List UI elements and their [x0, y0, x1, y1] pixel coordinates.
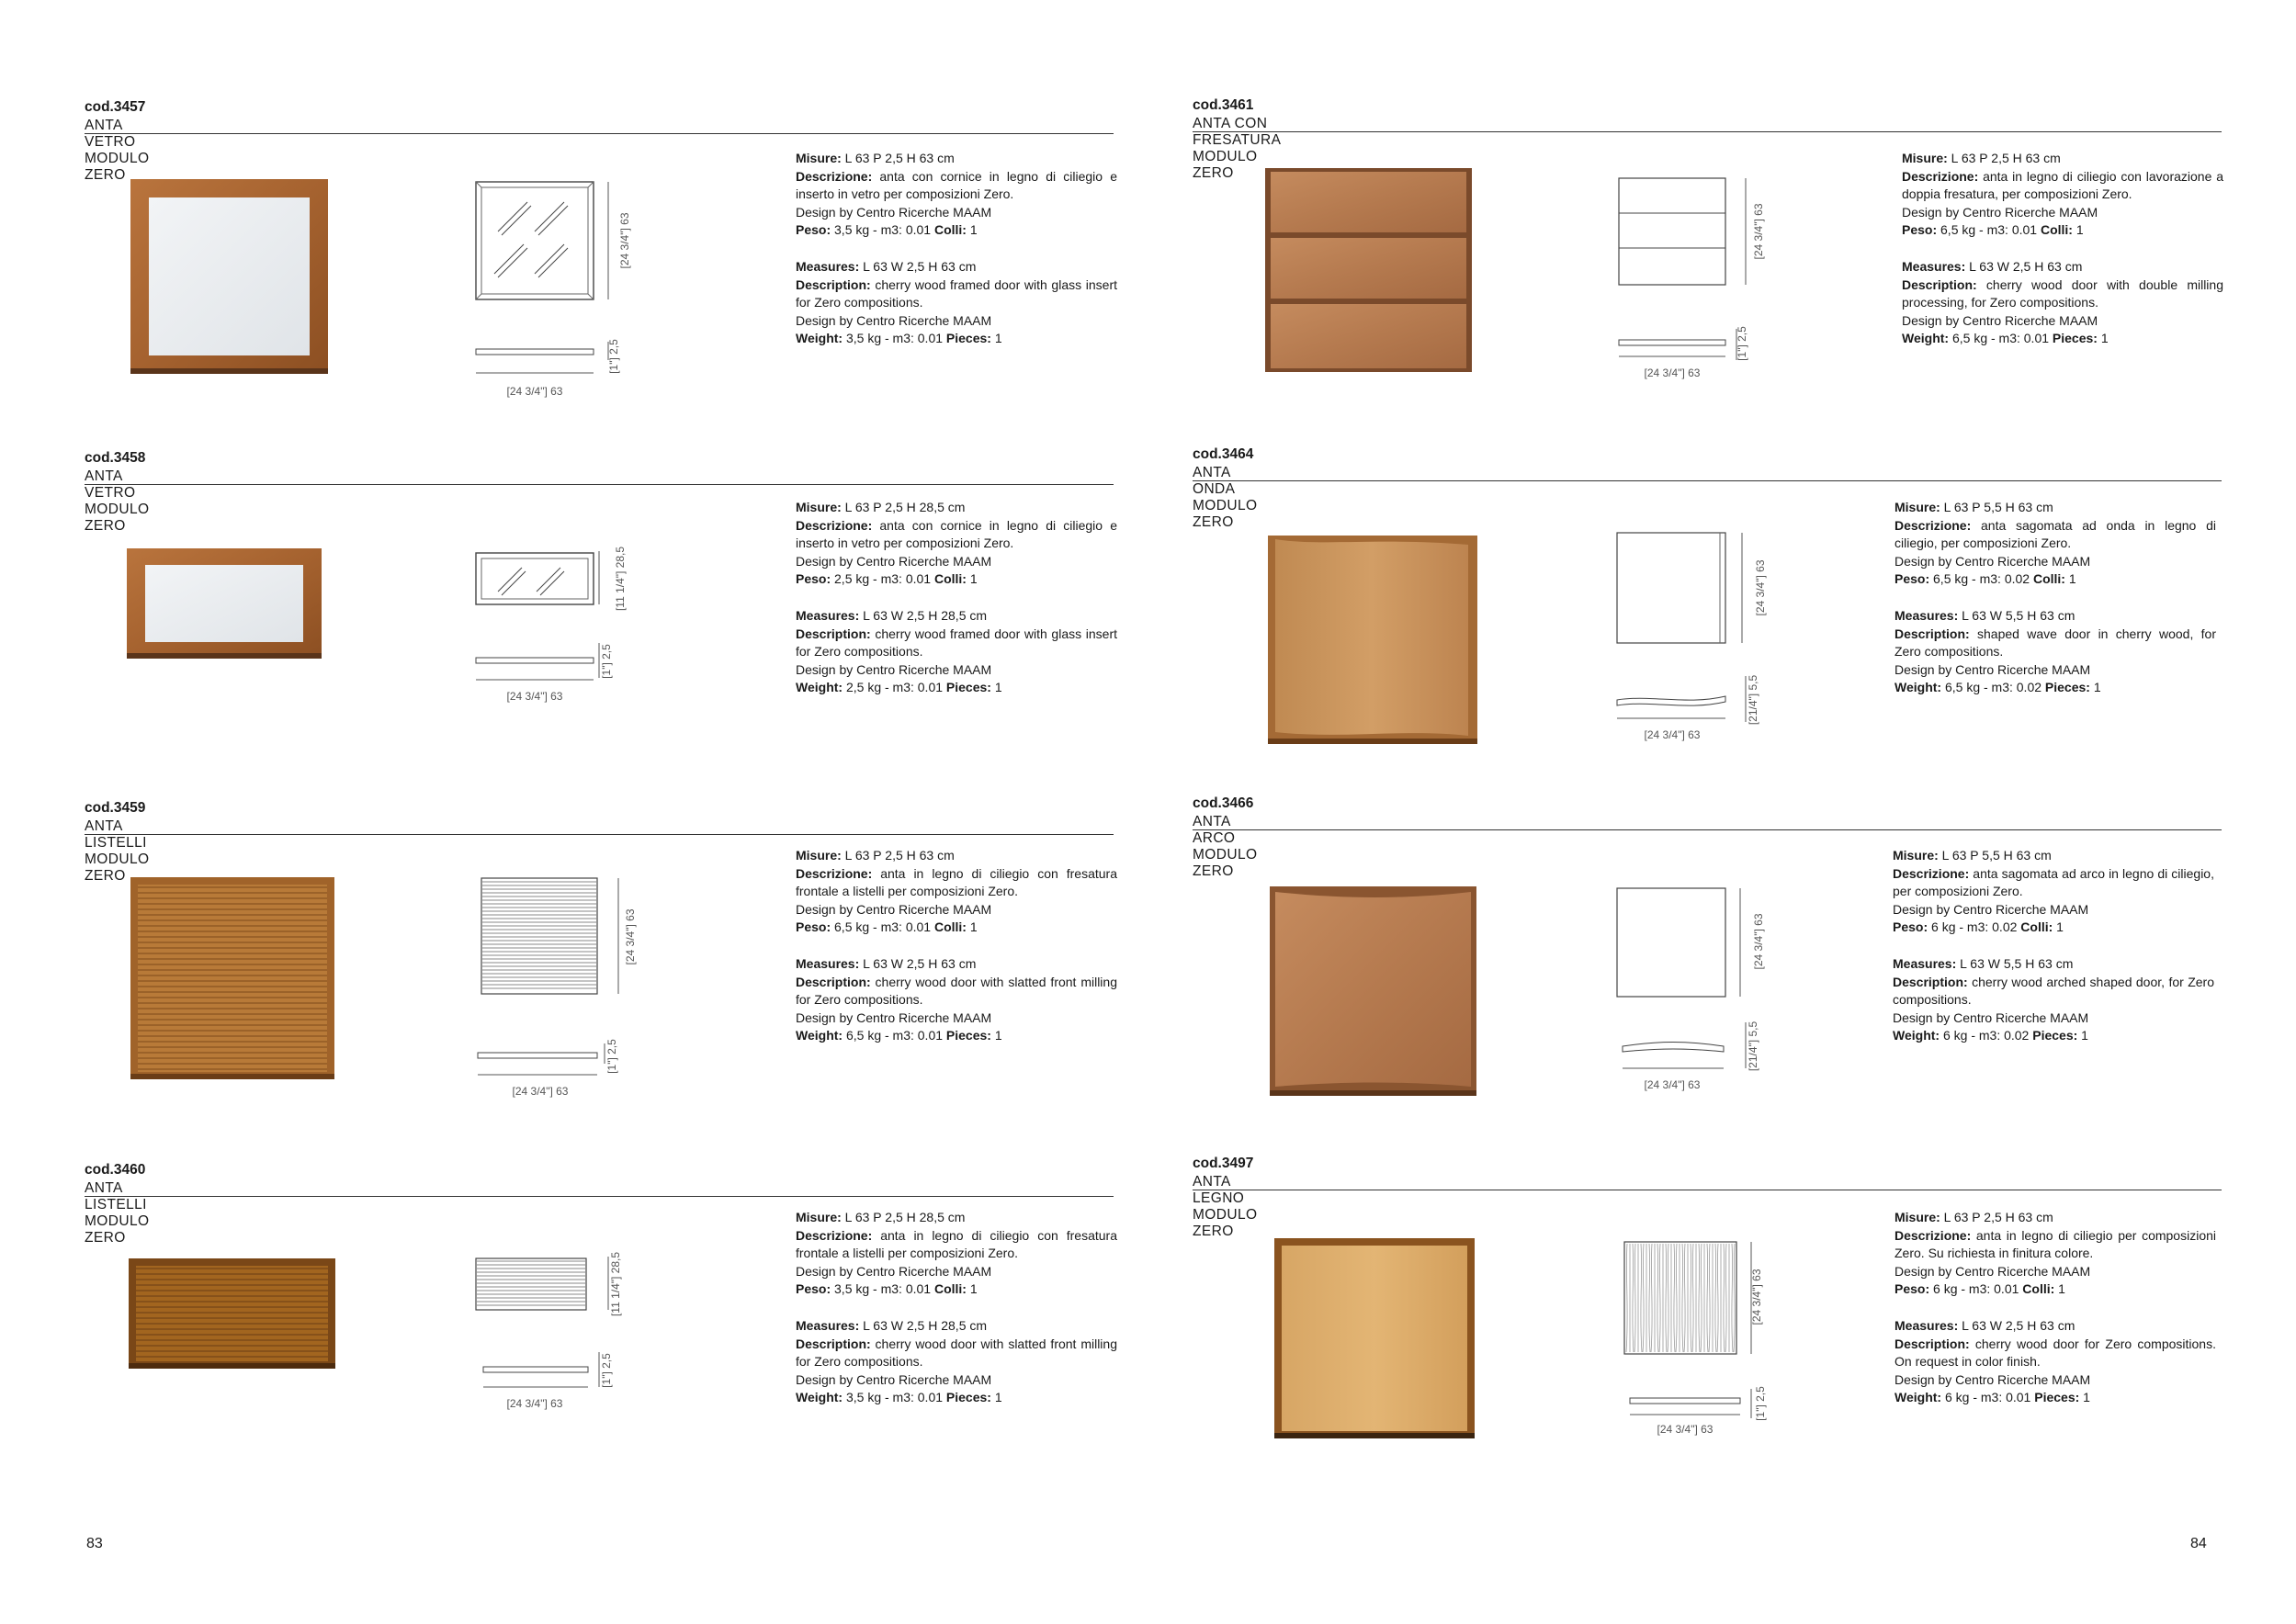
dim-width: [24 3/4"] 63	[506, 690, 563, 703]
dim-width: [24 3/4"] 63	[506, 385, 563, 398]
product-photo	[1265, 168, 1472, 372]
product-code: cod.3459	[85, 800, 146, 816]
product-photo	[130, 179, 328, 374]
product-code: cod.3461	[1193, 97, 1254, 113]
dim-depth: [1"] 2,5	[605, 1039, 618, 1074]
page-number-right: 84	[2190, 1536, 2207, 1551]
product-photo	[130, 877, 334, 1079]
product-name: ANTA ARCO MODULO ZERO	[1193, 814, 1258, 879]
product-photo	[129, 1258, 335, 1369]
page-number-left: 83	[86, 1536, 103, 1551]
technical-drawing	[470, 1249, 654, 1415]
product-code: cod.3460	[85, 1162, 146, 1178]
technical-drawing	[1613, 173, 1797, 384]
dim-width: [24 3/4"] 63	[512, 1085, 569, 1098]
dim-height: [24 3/4"] 63	[1752, 203, 1765, 260]
product-name: ANTA LISTELLI MODULO ZERO	[85, 818, 150, 884]
product-name: ANTA CON FRESATURA MODULO ZERO	[1193, 116, 1281, 181]
product-description: Misure: L 63 P 5,5 H 63 cm Descrizione: anta sagomata ad arco in legno di ciliegio, per composizioni Zero. Design by Centro Ricerche MAAM Peso: 6 kg - m3: 0.02 Colli: 1 Measures: L 63 W 5,5 H 63 cm Description: cherry wood arched shaped door, for Zero compositions. Design by Centro Ricerche MAAM Weight: 6 kg - m3: 0.02 Pieces: 1	[1893, 848, 2214, 1043]
product-description: Misure: L 63 P 2,5 H 63 cm Descrizione: anta con cornice in legno di ciliegio e inserto in vetro per composizioni Zero. Design by Centro Ricerche MAAM Peso: 3,5 kg - m3: 0.01 Colli: 1 Measures: L 63 W 2,5 H 63 cm Description: cherry wood framed door with glass insert for Zero compositions. Design by Centro Ricerche MAAM Weight: 3,5 kg - m3: 0.01 Pieces: 1	[796, 151, 1117, 346]
divider	[1193, 131, 2222, 132]
dim-depth: [1"] 2,5	[607, 339, 620, 374]
dim-depth: [1"] 2,5	[1754, 1386, 1767, 1421]
divider	[85, 133, 1114, 134]
product-description: Misure: L 63 P 5,5 H 63 cm Descrizione: anta sagomata ad onda in legno di ciliegio, per composizioni Zero. Design by Centro Ricerche MAAM Peso: 6,5 kg - m3: 0.02 Colli: 1 Measures: L 63 W 5,5 H 63 cm Description: shaped wave door in cherry wood, for Zero compositions. Design by Centro Ricerche MAAM Weight: 6,5 kg - m3: 0.02 Pieces: 1	[1894, 500, 2216, 695]
dim-width: [24 3/4"] 63	[1644, 1078, 1701, 1091]
product-description: Misure: L 63 P 2,5 H 28,5 cm Descrizione: anta in legno di ciliegio con fresatura frontale a listelli per composizioni Zero. Design by Centro Ricerche MAAM Peso: 3,5 kg - m3: 0.01 Colli: 1 Measures: L 63 W 2,5 H 28,5 cm Description: cherry wood door with slatted front milling for Zero compositions. Design by Centro Ricerche MAAM Weight: 3,5 kg - m3: 0.01 Pieces: 1	[796, 1210, 1117, 1405]
dim-height: [24 3/4"] 63	[624, 908, 637, 965]
product-description: Misure: L 63 P 2,5 H 63 cm Descrizione: anta in legno di ciliegio con fresatura frontale a listelli per composizioni Zero. Design by Centro Ricerche MAAM Peso: 6,5 kg - m3: 0.01 Colli: 1 Measures: L 63 W 2,5 H 63 cm Description: cherry wood door with slatted front milling for Zero compositions. Design by Centro Ricerche MAAM Weight: 6,5 kg - m3: 0.01 Pieces: 1	[796, 848, 1117, 1043]
divider	[85, 834, 1114, 835]
dim-depth: [1"] 2,5	[600, 1353, 613, 1388]
product-name: ANTA LISTELLI MODULO ZERO	[85, 1180, 150, 1246]
technical-drawing	[1619, 1238, 1803, 1440]
product-code: cod.3458	[85, 450, 146, 466]
dim-height: [24 3/4"] 63	[1750, 1269, 1763, 1325]
product-name: ANTA VETRO MODULO ZERO	[85, 118, 150, 183]
dim-depth: [21/4"] 5,5	[1747, 674, 1759, 726]
divider	[1193, 480, 2222, 481]
product-photo	[1270, 886, 1476, 1096]
product-description: Misure: L 63 P 2,5 H 63 cm Descrizione: anta in legno di ciliegio per composizioni Zero. Su richiesta in finitura colore. Design by Centro Ricerche MAAM Peso: 6 kg - m3: 0.01 Colli: 1 Measures: L 63 W 2,5 H 63 cm Description: cherry wood door for Zero compositions. On request in color finish. Design by Centro Ricerche MAAM Weight: 6 kg - m3: 0.01 Pieces: 1	[1894, 1210, 2216, 1405]
product-description: Misure: L 63 P 2,5 H 28,5 cm Descrizione: anta con cornice in legno di ciliegio e inserto in vetro per composizioni Zero. Design by Centro Ricerche MAAM Peso: 2,5 kg - m3: 0.01 Colli: 1 Measures: L 63 W 2,5 H 28,5 cm Description: cherry wood framed door with glass insert for Zero compositions. Design by Centro Ricerche MAAM Weight: 2,5 kg - m3: 0.01 Pieces: 1	[796, 500, 1117, 695]
dim-width: [24 3/4"] 63	[1644, 728, 1701, 741]
product-code: cod.3497	[1193, 1156, 1254, 1171]
product-photo	[1268, 536, 1477, 744]
dim-width: [24 3/4"] 63	[1657, 1423, 1714, 1436]
dim-height: [24 3/4"] 63	[1754, 559, 1767, 616]
divider	[85, 484, 1114, 485]
dim-height: [24 3/4"] 63	[618, 212, 631, 269]
dim-depth: [1"] 2,5	[600, 644, 613, 679]
dim-height: [11 1/4"] 28,5	[609, 1251, 622, 1317]
product-photo	[1274, 1238, 1475, 1438]
product-code: cod.3464	[1193, 446, 1254, 462]
product-name: ANTA ONDA MODULO ZERO	[1193, 465, 1258, 530]
technical-drawing	[470, 176, 654, 406]
divider	[1193, 829, 2222, 830]
technical-drawing	[470, 542, 654, 707]
dim-width: [24 3/4"] 63	[506, 1397, 563, 1410]
product-description: Misure: L 63 P 2,5 H 63 cm Descrizione: anta in legno di ciliegio con lavorazione a doppia fresatura, per composizioni Zero. Design by Centro Ricerche MAAM Peso: 6,5 kg - m3: 0.01 Colli: 1 Measures: L 63 W 2,5 H 63 cm Description: cherry wood door with double milling processing, for Zero compositions. Design by Centro Ricerche MAAM Weight: 6,5 kg - m3: 0.01 Pieces: 1	[1902, 151, 2223, 346]
dim-height: [11 1/4"] 28,5	[614, 546, 627, 612]
dim-height: [24 3/4"] 63	[1752, 913, 1765, 970]
product-code: cod.3466	[1193, 795, 1254, 811]
product-name: ANTA LEGNO MODULO ZERO	[1193, 1174, 1258, 1239]
technical-drawing	[1613, 885, 1797, 1096]
product-photo	[127, 548, 322, 659]
divider	[85, 1196, 1114, 1197]
dim-width: [24 3/4"] 63	[1644, 367, 1701, 379]
technical-drawing	[1613, 529, 1797, 750]
dim-depth: [21/4"] 5,5	[1747, 1021, 1759, 1072]
product-name: ANTA VETRO MODULO ZERO	[85, 468, 150, 534]
product-code: cod.3457	[85, 99, 146, 115]
technical-drawing	[476, 873, 660, 1102]
dim-depth: [1"] 2,5	[1736, 326, 1748, 361]
